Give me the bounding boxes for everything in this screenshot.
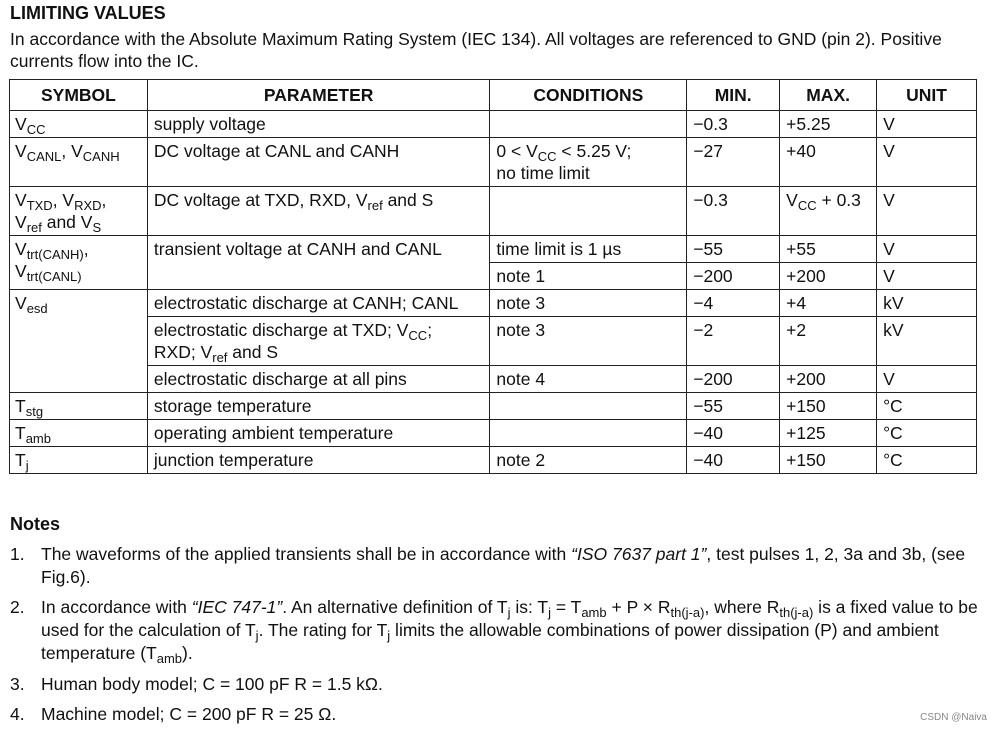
note-text: The waveforms of the applied transients shall be in accordance with “ISO 7637 part 1”, test pulses 1, 2, 3a and 3b, (see Fig.6). [41, 544, 966, 587]
parameter-cell: DC voltage at CANL and CANH [147, 138, 490, 187]
min-cell: −27 [687, 138, 780, 187]
min-cell: −2 [687, 317, 780, 366]
note-text: Human body model; C = 100 pF R = 1.5 kΩ. [41, 674, 383, 694]
table-row [10, 290, 977, 317]
unit-cell: °C [877, 393, 977, 420]
conditions-cell: note 2 [490, 447, 687, 474]
max-cell: $V_{CC} + 0.3$ [780, 187, 877, 236]
conditions-cell [490, 420, 687, 447]
parameter-cell: junction temperature [147, 447, 490, 474]
max-cell: +4 [780, 290, 877, 317]
symbol-cell: $V_{CC}$ [10, 111, 148, 138]
parameter-cell: electrostatic discharge at TXD; $V_{CC}$; RXD; $V_{ref}$ and S [147, 317, 490, 366]
limiting-values-table [9, 79, 977, 474]
max-cell: +5.25 [780, 111, 877, 138]
max-cell: +200 [780, 263, 877, 290]
conditions-cell: $0 < V_{CC} < 5.25$ V; no time limit [490, 138, 687, 187]
symbol-cell: $T_{stg}$ [10, 393, 148, 420]
min-cell: −55 [687, 393, 780, 420]
parameter-cell: transient voltage at CANH and CANL [147, 236, 490, 290]
unit-cell: V [877, 138, 977, 187]
note-number: 1. [10, 544, 25, 564]
note-number: 4. [10, 704, 25, 724]
symbol-cell: $V_{CANL}$, $V_{CANH}$ [10, 138, 148, 187]
parameter-cell: electrostatic discharge at all pins [147, 366, 490, 393]
symbol-cell: $V_{trt(CANH)}$, $V_{trt(CANL)}$ [10, 236, 148, 290]
conditions-cell: note 3 [490, 317, 687, 366]
unit-cell: kV [877, 317, 977, 366]
parameter-cell: operating ambient temperature [147, 420, 490, 447]
col-header-unit: UNIT [877, 80, 977, 111]
conditions-cell [490, 111, 687, 138]
table-row [10, 236, 977, 263]
section-title: LIMITING VALUES [10, 3, 166, 23]
col-header-min: MIN. [687, 80, 780, 111]
table-row [10, 111, 977, 138]
parameter-cell: supply voltage [147, 111, 490, 138]
max-cell: +200 [780, 366, 877, 393]
min-cell: −200 [687, 263, 780, 290]
symbol-cell: $V_{TXD}$, $V_{RXD}$, $V_{ref}$ and $V_S$ [10, 187, 148, 236]
col-header-parameter: PARAMETER [147, 80, 490, 111]
table-row [10, 317, 977, 366]
min-cell: −55 [687, 236, 780, 263]
col-header-max: MAX. [780, 80, 877, 111]
min-cell: −200 [687, 366, 780, 393]
symbol-cell: $V_{esd}$ [10, 290, 148, 393]
max-cell: +150 [780, 393, 877, 420]
table-row [10, 420, 977, 447]
unit-cell: V [877, 263, 977, 290]
note-text: In accordance with “IEC 747-1”. An alternative definition of $T_j$ is: $T_j = T_{amb} + P \times R_{th(j-a)}$, where $R_{th(j-a)}$ is a fixed value to be used for the calculation of $T_j$. The rating for $T_j$ limits the allowable combinations of power dissipation (P) and ambient temperature $(T_{amb})$. [41, 597, 978, 666]
table-row [10, 138, 977, 187]
parameter-cell: DC voltage at TXD, RXD, $V_{ref}$ and S [147, 187, 490, 236]
min-cell: −40 [687, 447, 780, 474]
conditions-cell: time limit is 1 µs [490, 236, 687, 263]
conditions-cell [490, 393, 687, 420]
table-row [10, 447, 977, 474]
intro-paragraph: In accordance with the Absolute Maximum Rating System (IEC 134). All voltages are referenced to GND (pin 2). Positive currents flow into the IC. [10, 29, 942, 71]
unit-cell: °C [877, 420, 977, 447]
parameter-cell: electrostatic discharge at CANH; CANL [147, 290, 490, 317]
conditions-cell [490, 187, 687, 236]
min-cell: −0.3 [687, 111, 780, 138]
note-number: 2. [10, 597, 25, 617]
unit-cell: V [877, 187, 977, 236]
conditions-cell: note 1 [490, 263, 687, 290]
max-cell: +2 [780, 317, 877, 366]
parameter-cell: storage temperature [147, 393, 490, 420]
table-row [10, 187, 977, 236]
unit-cell: V [877, 236, 977, 263]
col-header-conditions: CONDITIONS [490, 80, 687, 111]
max-cell: +40 [780, 138, 877, 187]
conditions-cell: note 3 [490, 290, 687, 317]
min-cell: −40 [687, 420, 780, 447]
unit-cell: V [877, 111, 977, 138]
table-row [10, 393, 977, 420]
min-cell: −4 [687, 290, 780, 317]
symbol-cell: $T_{amb}$ [10, 420, 148, 447]
conditions-cell: note 4 [490, 366, 687, 393]
min-cell: −0.3 [687, 187, 780, 236]
max-cell: +55 [780, 236, 877, 263]
note-text: Machine model; C = 200 pF R = 25 Ω. [41, 704, 337, 724]
watermark: CSDN @Naiva [920, 712, 987, 723]
table-header-row [10, 80, 977, 111]
max-cell: +150 [780, 447, 877, 474]
notes-heading: Notes [10, 514, 61, 534]
max-cell: +125 [780, 420, 877, 447]
unit-cell: V [877, 366, 977, 393]
unit-cell: °C [877, 447, 977, 474]
table-row [10, 366, 977, 393]
note-number: 3. [10, 674, 25, 694]
symbol-cell: $T_j$ [10, 447, 148, 474]
col-header-symbol: SYMBOL [10, 80, 148, 111]
unit-cell: kV [877, 290, 977, 317]
